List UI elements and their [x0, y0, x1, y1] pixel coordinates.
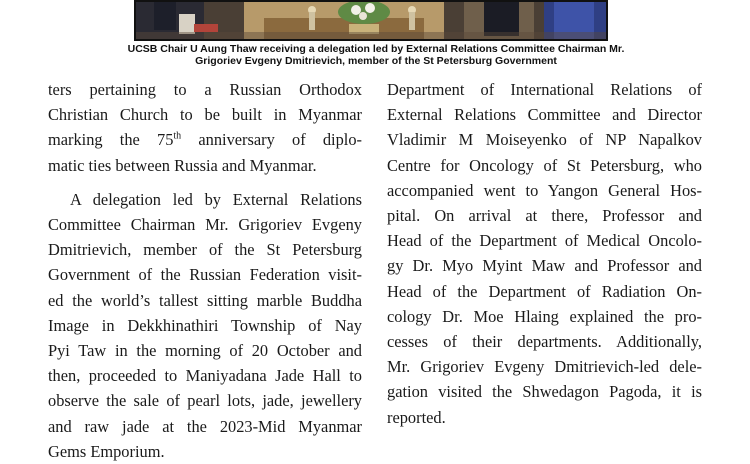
text-line: Pyi Taw in the morning of 20 October and: [48, 341, 362, 361]
text-line: External Relations Committee and Director: [387, 105, 702, 125]
text-line: Centre for Oncology of St Petersburg, who: [387, 155, 702, 175]
caption-line-1: UCSB Chair U Aung Thaw receiving a delegation led by External Relations Committee Chairman Mr.: [127, 43, 625, 55]
text-line: Image in Dekkhinathiri Township of Nay: [48, 315, 362, 335]
paragraph-hospital-visit: [387, 77, 702, 430]
paragraph-delegation-visit: [48, 187, 362, 464]
text-line: then, proceeded to Maniyadana Jade Hall to: [48, 366, 362, 386]
paragraph-continuation: [48, 77, 362, 178]
text-line: matic ties between Russia and Myanmar.: [48, 155, 317, 175]
text-line: ed the world’s tallest sitting marble Buddha: [48, 290, 362, 310]
article-right-column: [387, 77, 702, 430]
text-line: Dmitrievich, member of the St Petersburg: [48, 240, 362, 260]
text-line: Gems Emporium.: [48, 441, 165, 461]
text-line: accompanied went to Yangon General Hos-: [387, 180, 702, 200]
text-line-with-superscript: [48, 127, 362, 152]
news-photo: [134, 0, 608, 41]
text-line: cesses of their departments. Additionally,: [387, 332, 702, 352]
text-fragment: anniversary of diplo-: [181, 130, 362, 150]
article-left-column: [48, 77, 362, 464]
photo-caption: [60, 43, 692, 67]
text-line: Mr. Grigoriev Evgeny Dmitrievich-led dele-: [387, 357, 702, 377]
text-line: reported.: [387, 407, 446, 427]
text-line: gation visited the Shwedagon Pagoda, it is: [387, 382, 702, 402]
text-fragment: marking the 75: [48, 130, 174, 150]
text-line: cology Dr. Moe Hlaing explained the pro-: [387, 306, 702, 326]
text-line: Department of International Relations of: [387, 80, 702, 99]
text-line: Head of the Department of Radiation On-: [387, 281, 702, 301]
photo-frame: [134, 0, 608, 41]
text-line: pital. On arrival at there, Professor and: [387, 206, 702, 226]
ordinal-superscript: th: [173, 130, 182, 142]
text-line: Christian Church to be built in Myanmar: [48, 105, 362, 125]
text-line: Government of the Russian Federation visit-: [48, 265, 362, 285]
text-line: A delegation led by External Relations: [70, 189, 362, 209]
text-line: observe the sale of pearl lots, jade, jewellery: [48, 391, 362, 411]
text-line: ters pertaining to a Russian Orthodox: [48, 80, 362, 99]
text-line: Head of the Department of Medical Oncolo-: [387, 231, 702, 251]
text-line: and raw jade at the 2023-Mid Myanmar: [48, 416, 362, 436]
text-line: Committee Chairman Mr. Grigoriev Evgeny: [48, 215, 362, 235]
text-line: gy Dr. Myo Myint Maw and Professor and: [387, 256, 702, 276]
text-line: Vladimir M Moiseyenko of NP Napalkov: [387, 130, 702, 150]
caption-line-2: Grigoriev Evgeny Dmitrievich, member of the St Petersburg Government: [195, 55, 557, 67]
